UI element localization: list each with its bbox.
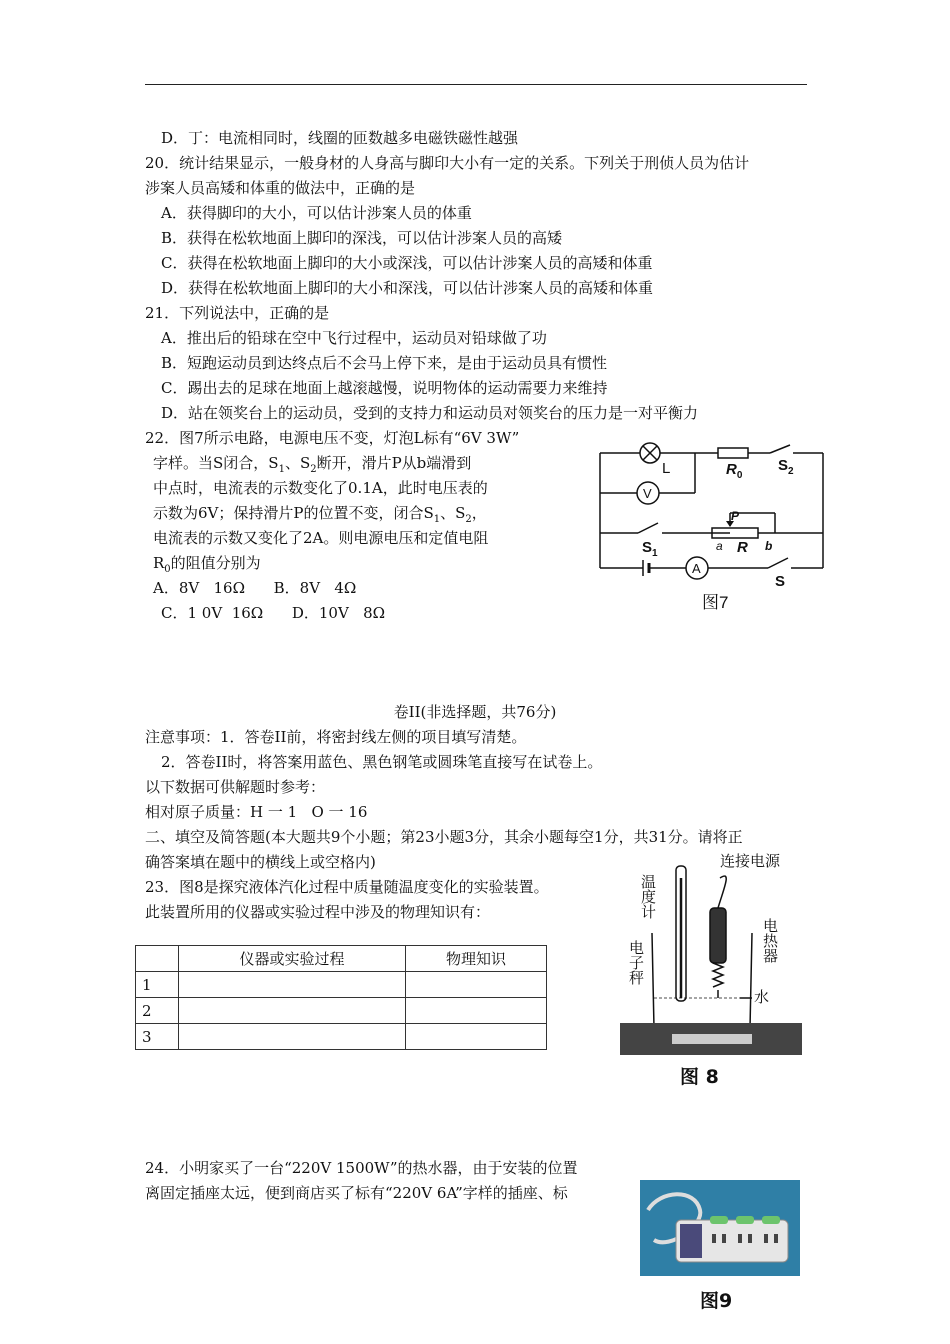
label-power: 连接电源 [720, 852, 781, 870]
row-number: 2 [136, 998, 179, 1024]
figure-7-caption: 图7 [702, 593, 729, 612]
section2-line1: 二、填空及简答题(本大题共9个小题；第23小题3分，其余小题每空1分，共31分。请将正 [145, 828, 743, 846]
answer-cell[interactable] [179, 972, 406, 998]
switch-2 [736, 1216, 754, 1224]
label-S: S [775, 573, 786, 590]
label-heater: 电热器 [761, 918, 779, 963]
figure-8-apparatus [612, 848, 812, 1093]
answer-cell[interactable] [406, 972, 547, 998]
q22-line3: 中点时，电流表的示数变化了0.1A，此时电压表的 [153, 479, 488, 497]
figure-7-circuit [590, 440, 830, 615]
q23-line1: 23．图8是探究液体汽化过程中质量随温度变化的实验装置。 [145, 878, 549, 896]
switch-1 [710, 1216, 728, 1224]
table-row [136, 1024, 547, 1050]
outlet-slot [738, 1234, 742, 1243]
label-a: a [716, 539, 723, 553]
part2-note1: 注意事项：1．答卷II前，将密封线左侧的项目填写清楚。 [145, 728, 527, 746]
q22-line6: $R_0$的阻值分别为 [153, 554, 261, 575]
section2-line2: 确答案填在题中的横线上或空格内) [145, 853, 376, 871]
switch-3 [762, 1216, 780, 1224]
table-header-row [136, 946, 547, 972]
label-thermometer: 温度计 [639, 874, 657, 919]
q22-options-ab: A．8V 16Ω B．8V 4Ω [153, 579, 357, 597]
label-L: L [662, 460, 671, 477]
q22-line5: 电流表的示数又变化了2A。则电源电压和定值电阻 [153, 529, 489, 547]
q23-line2: 此装置所用的仪器或实验过程中涉及的物理知识有： [145, 903, 491, 921]
table-header-cell [136, 946, 179, 972]
q22-line1: 22．图7所示电路，电源电压不变，灯泡L标有“6V 3W” [145, 429, 520, 447]
answer-cell[interactable] [179, 998, 406, 1024]
q21-option-d: D．站在领奖台上的运动员，受到的支持力和运动员对领奖台的压力是一对平衡力 [161, 404, 699, 422]
q21-option-b: B．短跑运动员到达终点后不会马上停下来，是由于运动员具有惯性 [161, 354, 608, 372]
label-R: R [737, 539, 748, 556]
q20-stem-line2: 涉案人员高矮和体重的做法中，正确的是 [145, 179, 416, 197]
answer-cell[interactable] [406, 1024, 547, 1050]
q21-option-a: A．推出后的铅球在空中飞行过程中，运动员对铅球做了功 [161, 329, 547, 347]
q20-stem-line1: 20．统计结果显示，一般身材的人身高与脚印大小有一定的关系。下列关于刑侦人员为估计 [145, 154, 750, 172]
q22-options-cd: C．1 0V 16Ω D．10V 8Ω [161, 604, 386, 622]
row-number: 3 [136, 1024, 179, 1050]
table-header-cell: 仪器或实验过程 [179, 946, 406, 972]
label-P: P [731, 509, 740, 523]
part2-header: 卷II(非选择题，共76分) [393, 703, 557, 721]
row-number: 1 [136, 972, 179, 998]
label-S1: $S_1$ [642, 539, 658, 559]
outlet-slot [774, 1234, 778, 1243]
q20-option-a: A．获得脚印的大小，可以估计涉案人员的体重 [161, 204, 472, 222]
q22-line2: 字样。当S闭合，$S_1$、$S_2$断开，滑片P从b端滑到 [153, 454, 472, 475]
q23-table [135, 945, 547, 1050]
atomic-mass: 相对原子质量：H 一 1 O 一 16 [145, 803, 368, 821]
header-rule [145, 84, 807, 85]
part2-reference: 以下数据可供解题时参考： [145, 778, 326, 796]
q20-option-b: B．获得在松软地面上脚印的深浅，可以估计涉案人员的高矮 [161, 229, 563, 247]
q20-option-d: D．获得在松软地面上脚印的大小和深浅，可以估计涉案人员的高矮和体重 [161, 279, 654, 297]
part2-note2: 2．答卷II时，将答案用蓝色、黑色钢笔或圆珠笔直接写在试卷上。 [161, 753, 603, 771]
answer-cell[interactable] [406, 998, 547, 1024]
ammeter-A: A [692, 561, 701, 576]
table-row [136, 972, 547, 998]
figure-9-power-strip [640, 1180, 802, 1315]
figure-9-caption: 图9 [700, 1290, 733, 1312]
q19-option-d: D．丁：电流相同时，线圈的匝数越多电磁铁磁性越强 [161, 129, 519, 147]
q21-stem: 21．下列说法中，正确的是 [145, 304, 330, 322]
label-water: 水 [754, 988, 770, 1006]
label-b: b [765, 539, 773, 553]
label-R0: $R_0$ [726, 461, 743, 481]
voltmeter-V: V [643, 486, 652, 501]
q22-line4: 示数为6V；保持滑片P的位置不变，闭合$S_1$、$S_2$， [153, 504, 487, 525]
strip-label [680, 1224, 702, 1258]
answer-cell[interactable] [179, 1024, 406, 1050]
q24-line1: 24．小明家买了一台“220V 1500W”的热水器，由于安装的位置 [145, 1159, 578, 1177]
q24-line2: 离固定插座太远，便到商店买了标有“220V 6A”字样的插座、标 [145, 1184, 568, 1202]
scale-display [672, 1034, 752, 1044]
outlet-slot [712, 1234, 716, 1243]
outlet-slot [764, 1234, 768, 1243]
table-header-cell: 物理知识 [406, 946, 547, 972]
outlet-slot [722, 1234, 726, 1243]
q21-option-c: C．踢出去的足球在地面上越滚越慢，说明物体的运动需要力来维持 [161, 379, 608, 397]
q20-option-c: C．获得在松软地面上脚印的大小或深浅，可以估计涉案人员的高矮和体重 [161, 254, 653, 272]
label-scale: 电子秤 [627, 940, 645, 985]
figure-8-caption: 图 8 [680, 1066, 719, 1088]
table-row [136, 998, 547, 1024]
label-S2: $S_2$ [778, 457, 794, 477]
outlet-slot [748, 1234, 752, 1243]
